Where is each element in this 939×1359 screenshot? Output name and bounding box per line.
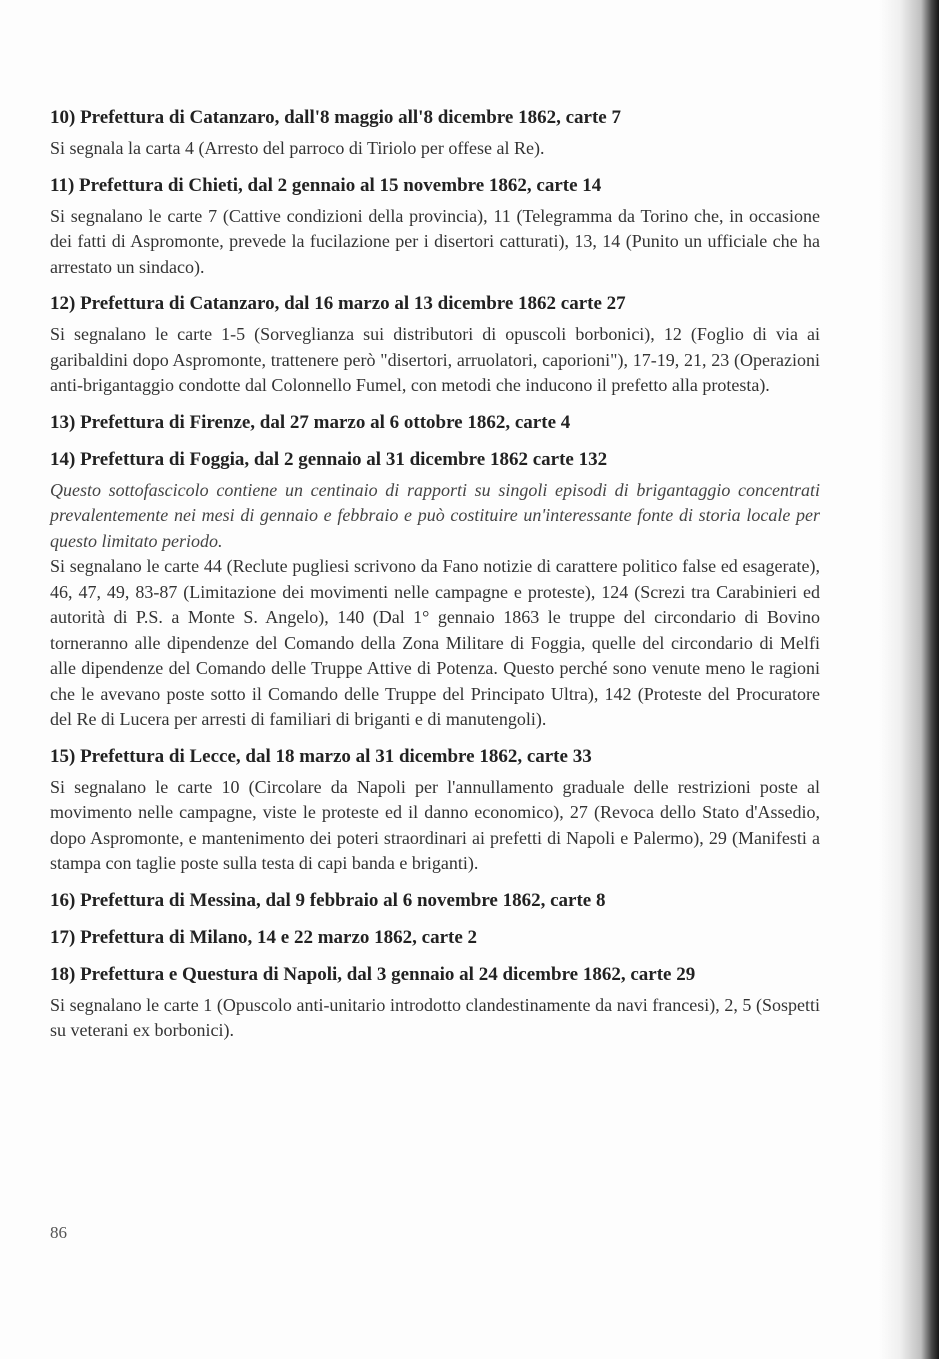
entry-body: Si segnalano le carte 10 (Circolare da Napoli per l'annullamento graduale delle restrizioni poste al movimento nelle campagne, viste le proteste ed il danno economico), 27 (Revoca dello Stato d'Assedio, dopo Aspromonte, e mantenimento dei poteri straordinari ai prefetti di Napoli e Palermo), 29 (Manifesti a stampa con taglie poste sulla testa di capi banda e briganti).: [50, 776, 820, 873]
entry-title: 15) Prefettura di Lecce, dal 18 marzo al 31 dicembre 1862, carte 33: [50, 745, 592, 767]
entry-title: 14) Prefettura di Foggia, dal 2 gennaio al 31 dicembre 1862 carte 132: [50, 448, 608, 470]
entry-body: Si segnalano le carte 1 (Opuscolo anti-unitario introdotto clandestinamente da navi francesi), 2, 5 (Sospetti su veterani ex borbonici).: [50, 994, 820, 1040]
entry-12: [50, 291, 820, 399]
entry-14: [50, 447, 820, 733]
entry-title: 17) Prefettura di Milano, 14 e 22 marzo 1862, carte 2: [50, 926, 478, 948]
entry-title: 16) Prefettura di Messina, dal 9 febbraio al 6 novembre 1862, carte 8: [50, 889, 606, 911]
entry-body: Si segnalano le carte 7 (Cattive condizioni della provincia), 11 (Telegramma da Torino che, in occasione dei fatti di Aspromonte, prevede la fucilazione per i disertori catturati), 13, 14 (Punito un ufficiale che ha arrestato un sindaco).: [50, 205, 820, 277]
book-gutter-shadow: [879, 0, 939, 1359]
page-content: [50, 105, 820, 1055]
entry-body: Si segnala la carta 4 (Arresto del parroco di Tiriolo per offese al Re).: [50, 138, 545, 158]
entry-10: [50, 105, 820, 162]
entry-title: 11) Prefettura di Chieti, dal 2 gennaio al 15 novembre 1862, carte 14: [50, 174, 602, 196]
entry-title: 18) Prefettura e Questura di Napoli, dal 3 gennaio al 24 dicembre 1862, carte 29: [50, 963, 696, 985]
entry-body: Si segnalano le carte 1-5 (Sorveglianza sui distributori di opuscoli borbonici), 12 (Foglio di via ai garibaldini dopo Aspromonte, trattenere però "disertori, arruolatori, caporioni"), 17-19, 21, 23 (Operazioni anti-brigantaggio condotte dal Colonnello Fumel, con metodi che inducono il prefetto alla protesta).: [50, 324, 820, 395]
entry-title: 12) Prefettura di Catanzaro, dal 16 marzo al 13 dicembre 1862 carte 27: [50, 293, 626, 314]
entry-note: Questo sottofascicolo contiene un centinaio di rapporti su singoli episodi di brigantaggio concentrati prevalentemente nei mesi di gennaio e febbraio e può costituire un'interessante fonte di storia locale per questo limitato periodo.: [50, 479, 820, 551]
entry-18: [50, 962, 820, 1044]
entry-15: [50, 744, 820, 877]
entry-body: Si segnalano le carte 44 (Reclute pugliesi scrivono da Fano notizie di carattere politico false ed esagerate), 46, 47, 49, 83-87 (Limitazione dei movimenti nelle campagne e proteste), 124 (Screzi tra Carabinieri ed autorità di P.S. a Monte S. Angelo), 140 (Dal 1° gennaio 1863 le truppe del circondario di Bovino torneranno alle dipendenze del Comando della Zona Militare di Foggia, quelle del circondario di Melfi alle dipendenze del Comando delle Truppe Attive di Potenza. Questo perché sono venute meno le ragioni che le avevano poste sotto il Comando delle Truppe del Principato Ultra), 142 (Proteste del Procuratore del Re di Lucera per arresti di familiari di briganti e di manutengoli).: [50, 556, 820, 729]
entry-17: [50, 925, 820, 951]
entry-title: 10) Prefettura di Catanzaro, dall'8 maggio all'8 dicembre 1862, carte 7: [50, 107, 621, 128]
entry-16: [50, 888, 820, 914]
page-number: 86: [50, 1223, 67, 1242]
entry-13: [50, 410, 820, 436]
entry-title: 13) Prefettura di Firenze, dal 27 marzo al 6 ottobre 1862, carte 4: [50, 411, 571, 433]
entry-11: [50, 173, 820, 281]
